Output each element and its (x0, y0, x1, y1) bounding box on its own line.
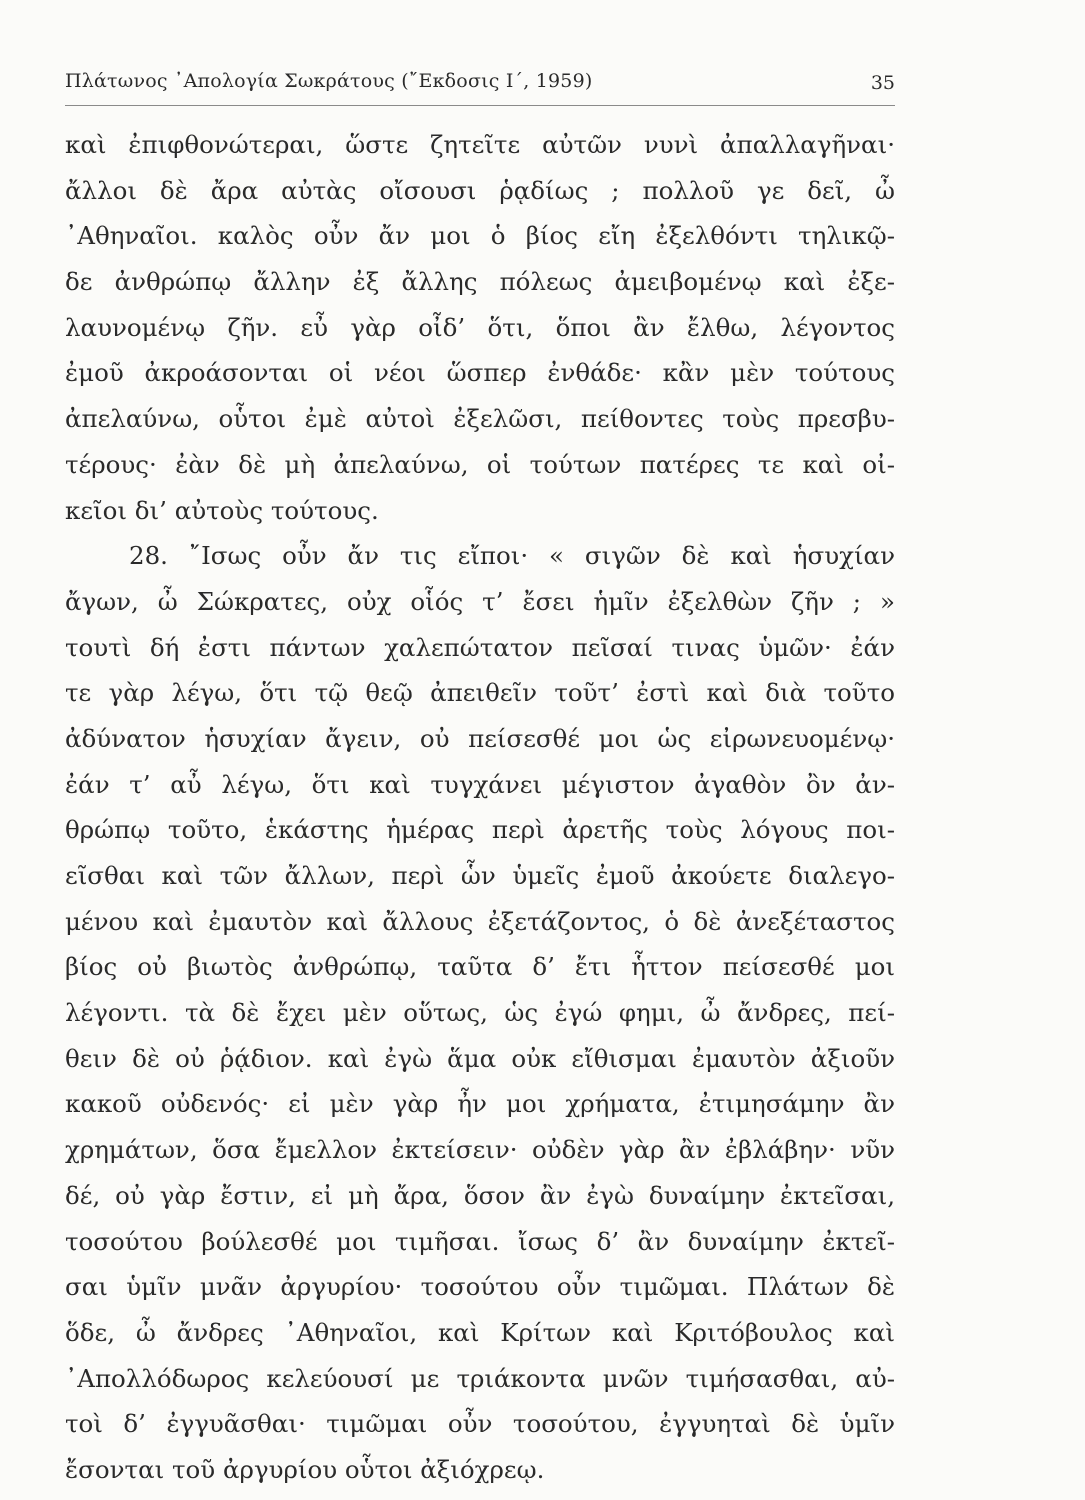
text-line: λέγοντι. τὰ δὲ ἔχει μὲν οὕτως, ὡς ἐγώ φημι, ὦ ἄνδρες, πεί- (65, 998, 895, 1028)
text-line: ἄλλοι δὲ ἄρα αὐτὰς οἴσουσι ῥᾳδίως ; πολλοῦ γε δεῖ, ὦ (65, 175, 895, 205)
text-line: τοσούτου βούλεσθέ μοι τιμῆσαι. ἴσως δ’ ἂν δυναίμην ἐκτεῖ- (65, 1226, 895, 1256)
running-head (65, 70, 895, 100)
text-line: μένου καὶ ἐμαυτὸν καὶ ἄλλους ἐξετάζοντος, ὁ δὲ ἀνεξέταστος (65, 906, 895, 936)
body-text (65, 122, 895, 1493)
text-line-first (65, 533, 895, 579)
text-line: ᾿Απολλόδωρος κελεύουσί με τριάκοντα μνῶν τιμήσασθαι, αὐ- (65, 1363, 895, 1393)
paragraph-28 (65, 533, 895, 1492)
running-title: Πλάτωνος ᾿Απολογία Σωκράτους (῎Εκδοσις Ι΄, 1959) (65, 70, 593, 92)
text-line: θρώπῳ τοῦτο, ἑκάστης ἡμέρας περὶ ἀρετῆς τοὺς λόγους ποι- (65, 815, 895, 845)
text-line: θειν δὲ οὐ ῥᾴδιον. καὶ ἐγὼ ἅμα οὐκ εἴθισμαι ἐμαυτὸν ἀξιοῦν (65, 1043, 895, 1073)
text-line: δέ, οὐ γὰρ ἔστιν, εἰ μὴ ἄρα, ὅσον ἂν ἐγὼ δυναίμην ἐκτεῖσαι, (65, 1180, 895, 1210)
text-line: λαυνομένῳ ζῆν. εὖ γὰρ οἶδ’ ὅτι, ὅποι ἂν ἔλθω, λέγοντος (65, 312, 895, 342)
text-line: σαι ὑμῖν μνᾶν ἀργυρίου· τοσούτου οὖν τιμῶμαι. Πλάτων δὲ (65, 1272, 895, 1302)
text-line: τοὶ δ’ ἐγγυᾶσθαι· τιμῶμαι οὖν τοσούτου, ἐγγυηταὶ δὲ ὑμῖν (65, 1409, 895, 1439)
text-line: ἐάν τ’ αὖ λέγω, ὅτι καὶ τυγχάνει μέγιστον ἀγαθὸν ὂν ἀν- (65, 769, 895, 799)
page-number: 35 (870, 72, 895, 94)
text-line: κακοῦ οὐδενός· εἰ μὲν γὰρ ἦν μοι χρήματα, ἐτιμησάμην ἂν (65, 1089, 895, 1119)
paragraph-1 (65, 122, 895, 533)
text-line: ἔσονται τοῦ ἀργυρίου οὗτοι ἀξιόχρεῳ. (65, 1454, 545, 1484)
text-line: ὅδε, ὦ ἄνδρες ᾿Αθηναῖοι, καὶ Κρίτων καὶ Κριτόβουλος καὶ (65, 1317, 895, 1347)
text-line: κεῖοι δι’ αὐτοὺς τούτους. (65, 495, 379, 525)
text-line-content: ῎Ισως οὖν ἄν τις εἴποι· « σιγῶν δὲ καὶ ἡσυχίαν (188, 541, 895, 571)
text-line: ἀδύνατον ἡσυχίαν ἄγειν, οὐ πείσεσθέ μοι ὡς εἰρωνευομένῳ· (65, 723, 895, 753)
header-rule (65, 105, 895, 106)
text-line: ἀπελαύνω, οὗτοι ἐμὲ αὐτοὶ ἐξελῶσι, πείθοντες τοὺς πρεσβυ- (65, 404, 895, 434)
text-line: δε ἀνθρώπῳ ἄλλην ἐξ ἄλλης πόλεως ἀμειβομένῳ καὶ ἐξε- (65, 267, 895, 297)
text-line: ἄγων, ὦ Σώκρατες, οὐχ οἷός τ’ ἔσει ἡμῖν ἐξελθὼν ζῆν ; » (65, 586, 895, 616)
section-number: 28. (129, 541, 168, 571)
text-line: εῖσθαι καὶ τῶν ἄλλων, περὶ ὧν ὑμεῖς ἐμοῦ ἀκούετε διαλεγο- (65, 861, 895, 890)
text-line: ἐμοῦ ἀκροάσονται οἱ νέοι ὥσπερ ἐνθάδε· κἂν μὲν τούτους (65, 358, 895, 388)
text-line: χρημάτων, ὅσα ἔμελλον ἐκτείσειν· οὐδὲν γὰρ ἂν ἐβλάβην· νῦν (65, 1135, 895, 1165)
text-line: καὶ ἐπιφθονώτεραι, ὥστε ζητεῖτε αὐτῶν νυνὶ ἀπαλλαγῆναι· (65, 130, 895, 159)
text-line: τε γὰρ λέγω, ὅτι τῷ θεῷ ἀπειθεῖν τοῦτ’ ἐστὶ καὶ διὰ τοῦτο (65, 678, 895, 708)
text-line: τουτὶ δή ἐστι πάντων χαλεπώτατον πεῖσαί τινας ὑμῶν· ἐάν (65, 632, 895, 662)
text-line: βίος οὐ βιωτὸς ἀνθρώπῳ, ταῦτα δ’ ἔτι ἧττον πείσεσθέ μοι (65, 952, 895, 982)
text-line: ᾿Αθηναῖοι. καλὸς οὖν ἄν μοι ὁ βίος εἴη ἐξελθόντι τηλικῷ- (65, 221, 895, 251)
text-line: τέρους· ἐὰν δὲ μὴ ἀπελαύνω, οἱ τούτων πατέρες τε καὶ οἰ- (65, 449, 895, 479)
